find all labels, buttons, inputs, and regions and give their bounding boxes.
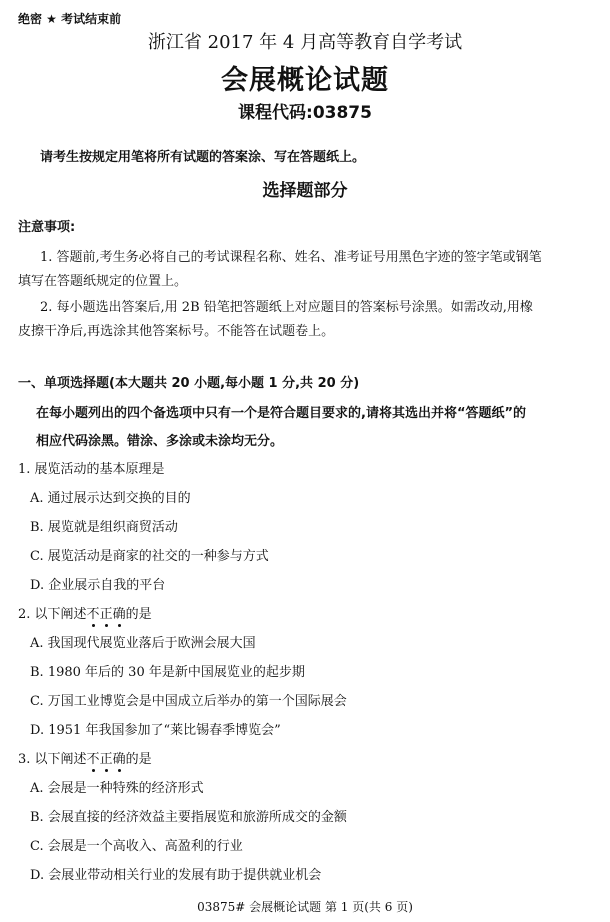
emphasis-char: 确 [112, 607, 126, 622]
question-3-stem-pre: 3. 以下阐述 [18, 752, 87, 767]
question-1-option-c: C. 展览活动是商家的社交的一种参与方式 [30, 549, 269, 564]
emphasis-char: 正 [99, 607, 113, 622]
part-one-title: 一、单项选择题(本大题共 20 小题,每小题 1 分,共 20 分) [18, 376, 360, 391]
emphasis-char: 不 [86, 607, 100, 622]
question-1-option-b: B. 展览就是组织商贸活动 [30, 520, 178, 535]
question-1-option-d: D. 企业展示自我的平台 [30, 578, 166, 593]
question-2-option-a: A. 我国现代展览业落后于欧洲会展大国 [30, 636, 256, 651]
exam-name: 浙江省 2017 年 4 月高等教育自学考试 [147, 32, 463, 53]
course-code: 课程代码:03875 [238, 103, 372, 123]
question-2-option-c: C. 万国工业博览会是中国成立后举办的第一个国际展会 [30, 694, 347, 709]
question-2-stem-post: 的是 [125, 607, 152, 622]
part-one-desc-line-2: 相应代码涂黑。错涂、多涂或未涂均无分。 [36, 434, 284, 449]
question-1-stem: 1. 展览活动的基本原理是 [18, 462, 165, 477]
emphasis-char: 不 [86, 752, 100, 767]
note-1-line-2: 填写在答题纸规定的位置上。 [18, 274, 188, 289]
section-title: 选择题部分 [262, 181, 348, 201]
question-3-option-c: C. 会展是一个高收入、高盈利的行业 [30, 839, 243, 854]
general-instruction: 请考生按规定用笔将所有试题的答案涂、写在答题纸上。 [40, 150, 366, 165]
part-one-desc-line-1: 在每小题列出的四个备选项中只有一个是符合题目要求的,请将其选出并将“答题纸”的 [36, 406, 527, 421]
confidential-label: 绝密 ★ 考试结束前 [18, 12, 122, 26]
note-2-line-2: 皮擦干净后,再选涂其他答案标号。不能答在试题卷上。 [18, 324, 335, 339]
question-2-option-d: D. 1951 年我国参加了“莱比锡春季博览会” [30, 723, 281, 738]
question-2-stem-pre: 2. 以下阐述 [18, 607, 87, 622]
note-2-line-1: 2. 每小题选出答案后,用 2B 铅笔把答题纸上对应题目的答案标号涂黑。如需改动,用橡 [40, 300, 533, 315]
emphasis-char: 正 [99, 752, 113, 767]
page-footer: 03875# 会展概论试题 第 1 页(共 6 页) [197, 900, 413, 914]
question-2-stem [18, 603, 152, 622]
question-3-option-b: B. 会展直接的经济效益主要指展览和旅游所成交的金额 [30, 810, 347, 825]
question-3-stem-post: 的是 [125, 752, 152, 767]
question-2-option-b: B. 1980 年后的 30 年是新中国展览业的起步期 [30, 665, 305, 680]
notes-title: 注意事项: [18, 220, 76, 235]
question-3-option-a: A. 会展是一种特殊的经济形式 [30, 781, 204, 796]
emphasis-char: 确 [112, 752, 126, 767]
paper-title: 会展概论试题 [221, 65, 389, 96]
note-1-line-1: 1. 答题前,考生务必将自己的考试课程名称、姓名、准考证号用黑色字迹的签字笔或钢笔 [40, 250, 542, 265]
question-1-option-a: A. 通过展示达到交换的目的 [30, 491, 191, 506]
question-3-option-d: D. 会展业带动相关行业的发展有助于提供就业机会 [30, 868, 322, 883]
question-3-stem [18, 748, 152, 767]
